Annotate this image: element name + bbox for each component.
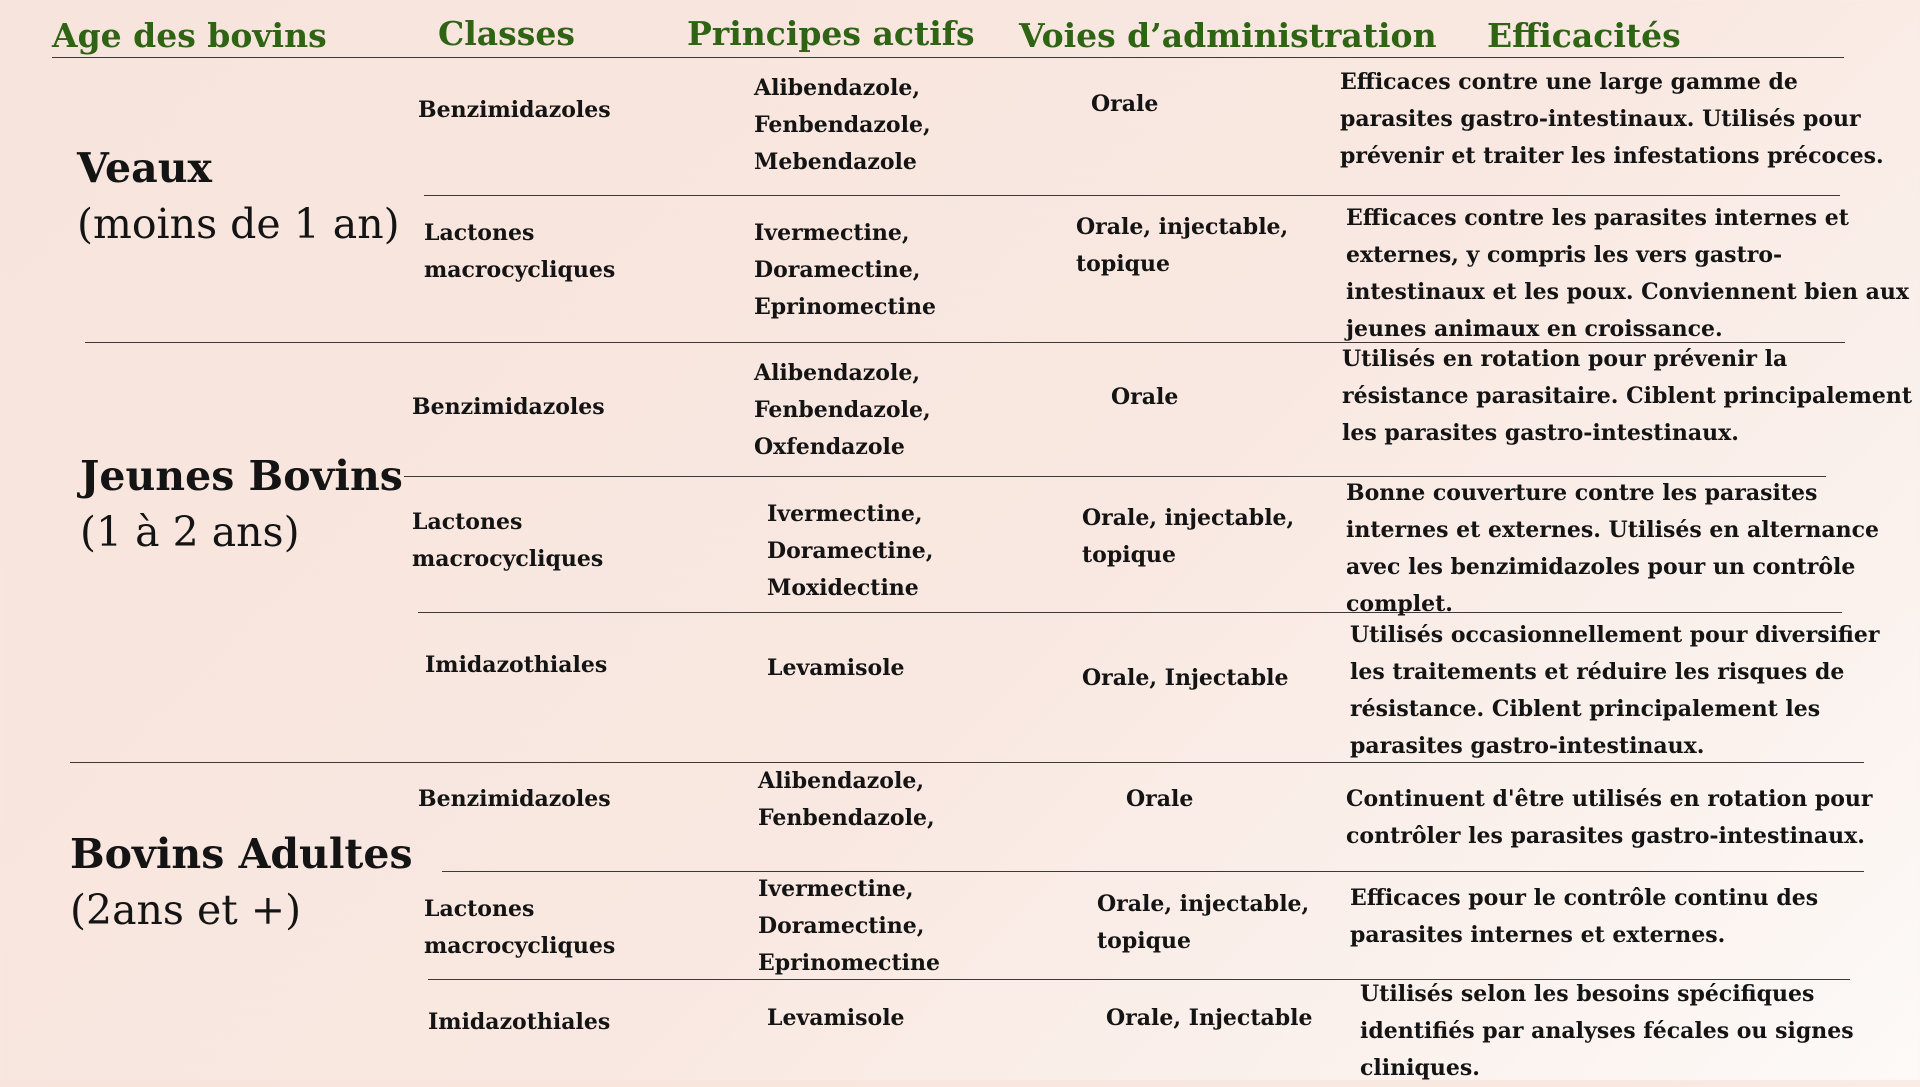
cell-efficacite: Continuent d'être utilisés en rotation pour contrôler les parasites gastro-intestinaux. bbox=[1346, 786, 1873, 849]
cell-voies: Orale bbox=[1126, 786, 1194, 812]
cell-classe: Lactones macrocycliques bbox=[412, 509, 604, 572]
cell-voies: Orale, injectable, topique bbox=[1097, 891, 1310, 954]
cell-efficacite: Utilisés occasionnellement pour diversifier les traitements et réduire les risques de résistance. Ciblent principalement les parasites gastro-intestinaux. bbox=[1350, 622, 1880, 759]
cell-principes: Ivermectine, Doramectine, Eprinomectine bbox=[758, 876, 940, 976]
header-principes: Principes actifs bbox=[687, 14, 975, 53]
cell-efficacite: Efficaces pour le contrôle continu des parasites internes et externes. bbox=[1350, 885, 1819, 948]
group-age-range: (1 à 2 ans) bbox=[80, 508, 300, 556]
cell-classe: Lactones macrocycliques bbox=[424, 220, 616, 283]
group-name: Veaux bbox=[77, 144, 212, 192]
cell-voies: Orale bbox=[1091, 91, 1159, 117]
group-age-range: (2ans et +) bbox=[70, 886, 302, 934]
row-divider bbox=[424, 195, 1840, 196]
cell-efficacite: Utilisés en rotation pour prévenir la résistance parasitaire. Ciblent principalement les parasites gastro-intestinaux. bbox=[1342, 346, 1913, 446]
header-age: Age des bovins bbox=[52, 16, 327, 55]
cell-efficacite: Utilisés selon les besoins spécifiques identifiés par analyses fécales ou signes cliniques. bbox=[1360, 981, 1854, 1081]
cell-voies: Orale, Injectable bbox=[1082, 665, 1289, 691]
row-divider bbox=[442, 871, 1864, 872]
cell-principes: Alibendazole, Fenbendazole, Oxfendazole bbox=[754, 360, 931, 460]
cell-principes: Ivermectine, Doramectine, Eprinomectine bbox=[754, 220, 936, 320]
cell-principes: Levamisole bbox=[767, 655, 905, 681]
cell-principes: Alibendazole, Fenbendazole, bbox=[758, 768, 935, 831]
cell-voies: Orale, Injectable bbox=[1106, 1005, 1313, 1031]
cell-classe: Benzimidazoles bbox=[418, 786, 611, 812]
cell-classe: Benzimidazoles bbox=[412, 394, 605, 420]
header-classes: Classes bbox=[438, 14, 575, 53]
cell-voies: Orale bbox=[1111, 384, 1179, 410]
cell-principes: Alibendazole, Fenbendazole, Mebendazole bbox=[754, 75, 931, 175]
cell-efficacite: Efficaces contre une large gamme de parasites gastro-intestinaux. Utilisés pour prévenir et traiter les infestations précoces. bbox=[1340, 69, 1884, 169]
header-divider bbox=[52, 57, 1844, 58]
cell-voies: Orale, injectable, topique bbox=[1076, 214, 1289, 277]
group-jeunes-bovins bbox=[80, 448, 403, 560]
cell-efficacite: Bonne couverture contre les parasites internes et externes. Utilisés en alternance avec les benzimidazoles pour un contrôle complet. bbox=[1346, 480, 1880, 617]
group-age-range: (moins de 1 an) bbox=[77, 200, 400, 248]
group-veaux bbox=[77, 140, 400, 252]
cell-principes: Levamisole bbox=[767, 1005, 905, 1031]
cell-classe: Imidazothiales bbox=[428, 1009, 611, 1035]
cell-classe: Benzimidazoles bbox=[418, 97, 611, 123]
cell-classe: Lactones macrocycliques bbox=[424, 896, 616, 959]
header-voies: Voies d’administration bbox=[1019, 16, 1437, 55]
cell-voies: Orale, injectable, topique bbox=[1082, 505, 1295, 568]
cell-principes: Ivermectine, Doramectine, Moxidectine bbox=[767, 501, 934, 601]
cell-efficacite: Efficaces contre les parasites internes et externes, y compris les vers gastro-intestinaux et les poux. Conviennent bien aux jeunes animaux en croissance. bbox=[1346, 205, 1910, 342]
group-bovins-adultes bbox=[70, 826, 413, 938]
header-efficacites: Efficacités bbox=[1487, 16, 1681, 55]
group-name: Jeunes Bovins bbox=[80, 452, 403, 500]
group-name: Bovins Adultes bbox=[70, 830, 413, 878]
cell-classe: Imidazothiales bbox=[425, 652, 608, 678]
